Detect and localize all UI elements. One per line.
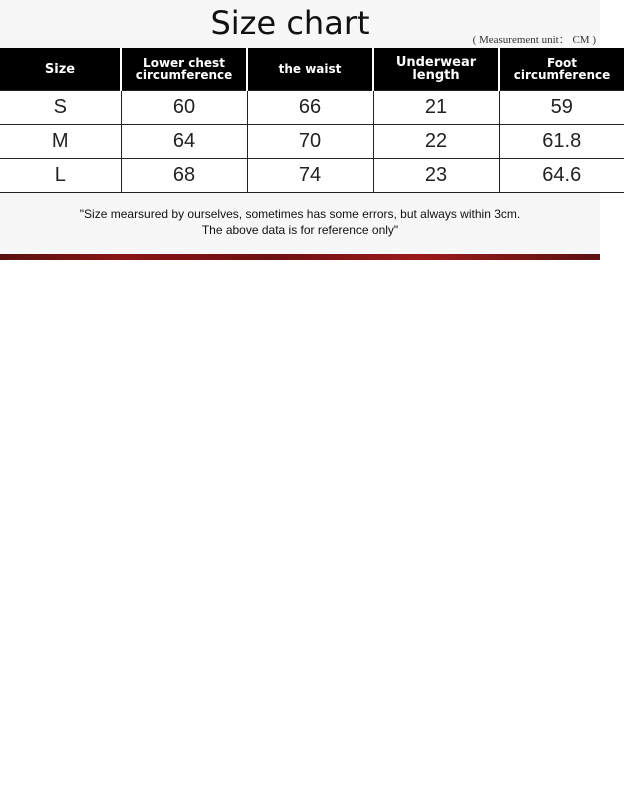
- column-header-size: Size: [0, 48, 121, 91]
- underwear-length-cell: 22: [373, 125, 499, 159]
- lower-chest-cell: 68: [121, 159, 247, 193]
- lower-chest-cell: 64: [121, 125, 247, 159]
- column-header-lower-chest: Lower chest circumference: [121, 48, 247, 91]
- waist-cell: 74: [247, 159, 373, 193]
- table-row: [0, 91, 624, 125]
- waist-cell: 70: [247, 125, 373, 159]
- footnote-line-1: "Size mearsured by ourselves, sometimes has some errors, but always within 3cm.: [79, 207, 521, 221]
- underwear-length-cell: 21: [373, 91, 499, 125]
- page-title: Size chart: [210, 4, 370, 42]
- column-header-underwear-length: Underwear length: [373, 48, 499, 91]
- decorative-band: [0, 254, 600, 260]
- measurement-unit-note: ( Measurement unit： CM ): [472, 34, 596, 46]
- reference-footnote: [0, 206, 600, 238]
- column-header-waist: the waist: [247, 48, 373, 91]
- table-row: [0, 125, 624, 159]
- size-cell: M: [0, 125, 121, 159]
- size-cell: L: [0, 159, 121, 193]
- size-chart-card: [0, 0, 611, 255]
- foot-cell: 59: [499, 91, 624, 125]
- table-header-row: [0, 48, 624, 91]
- size-table: [0, 48, 624, 193]
- footnote-line-2: The above data is for reference only": [201, 223, 399, 237]
- underwear-length-cell: 23: [373, 159, 499, 193]
- waist-cell: 66: [247, 91, 373, 125]
- foot-cell: 64.6: [499, 159, 624, 193]
- table-row: [0, 159, 624, 193]
- foot-cell: 61.8: [499, 125, 624, 159]
- column-header-foot: Foot circumference: [499, 48, 624, 91]
- size-cell: S: [0, 91, 121, 125]
- lower-chest-cell: 60: [121, 91, 247, 125]
